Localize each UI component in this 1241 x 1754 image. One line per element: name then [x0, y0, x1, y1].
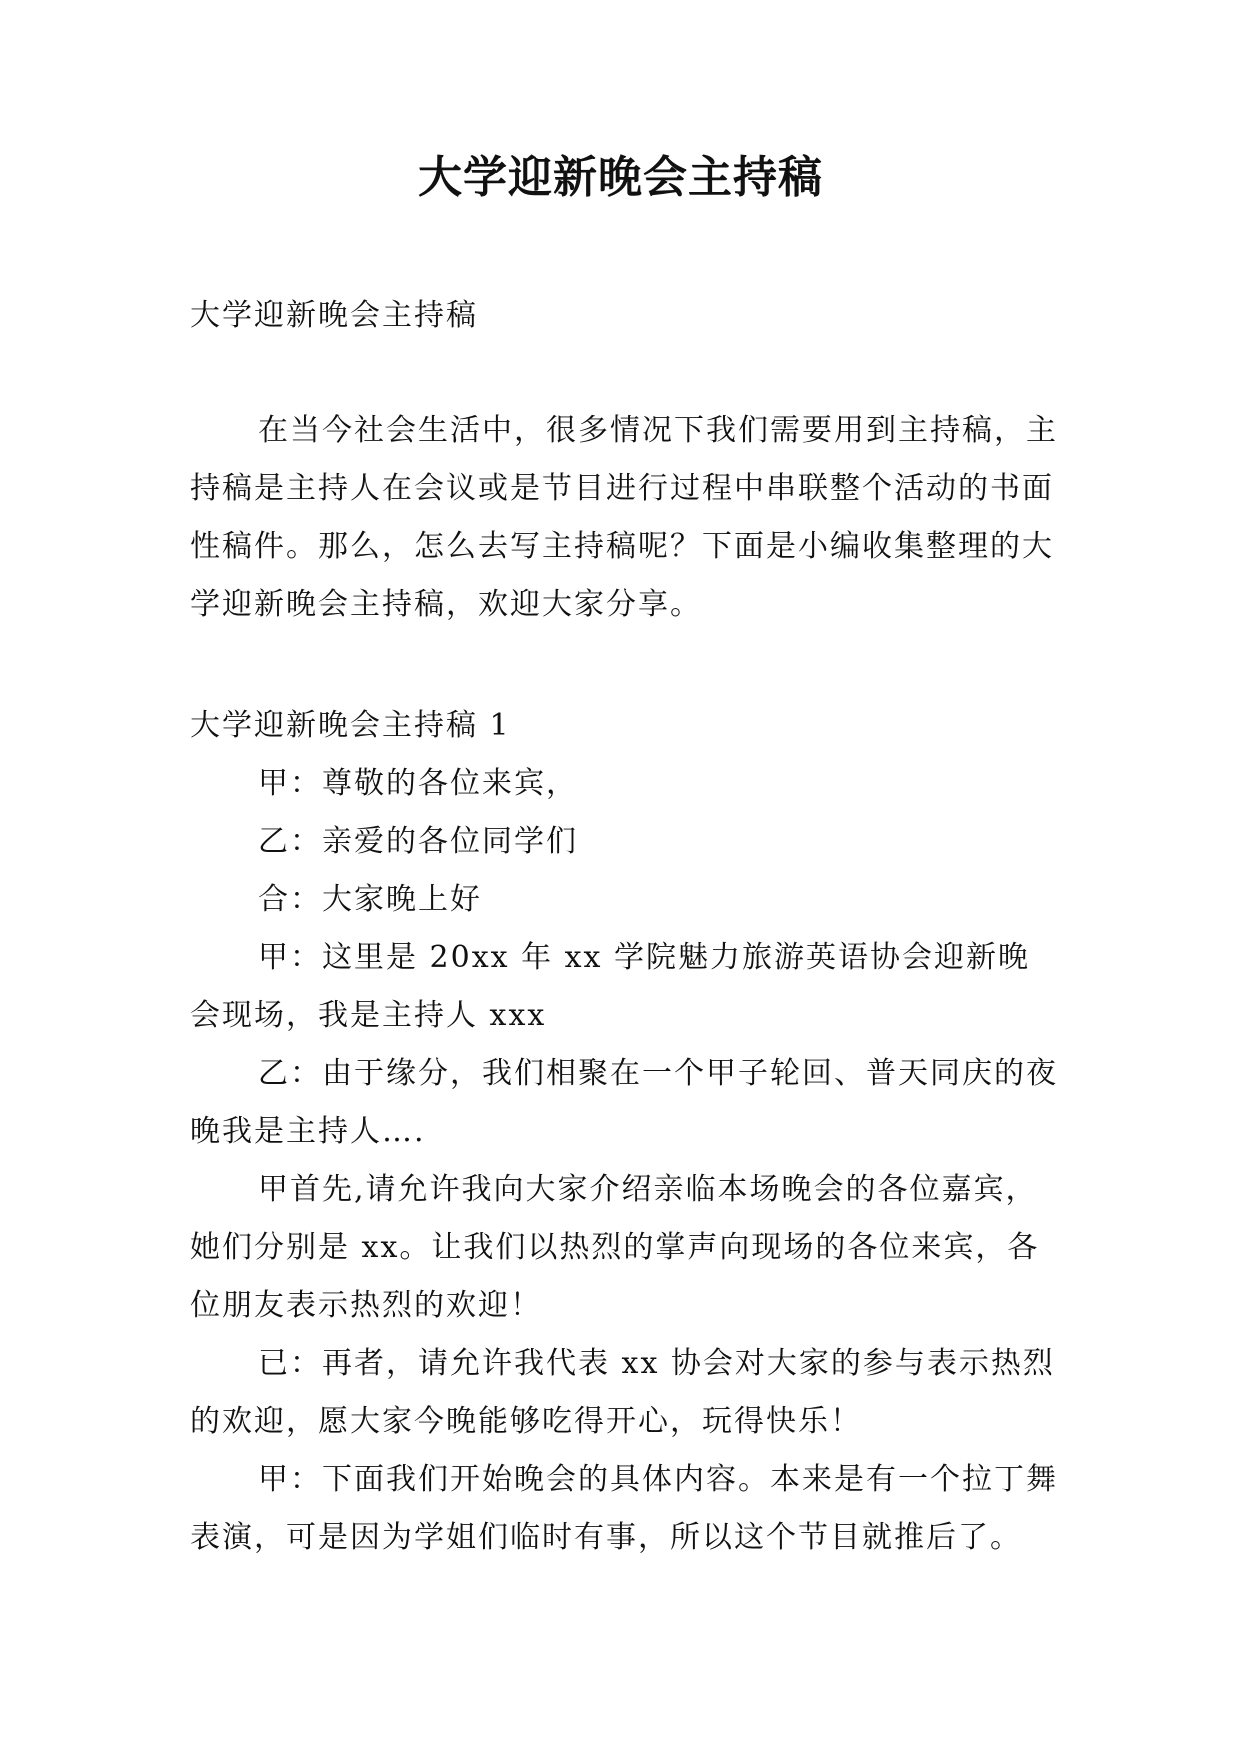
section-heading: 大学迎新晚会主持稿 1	[190, 708, 511, 743]
dialogue-line: 乙：亲爱的各位同学们	[258, 824, 578, 859]
intro-paragraph: 在当今社会生活中，很多情况下我们需要用到主持稿，主持稿是主持人在会议或是节目进行过程中串联整个活动的书面性稿件。那么，怎么去写主持稿呢？下面是小编收集整理的大学迎新晚会主持稿，欢迎大家分享。	[190, 413, 1058, 622]
dialogue-line: 甲首先,请允许我向大家介绍亲临本场晚会的各位嘉宾，她们分别是 xx。让我们以热烈的掌声向现场的各位来宾，各位朋友表示热烈的欢迎！	[190, 1172, 1040, 1323]
dialogue-line: 甲：下面我们开始晚会的具体内容。本来是有一个拉丁舞表演，可是因为学姐们临时有事，所以这个节目就推后了。	[190, 1462, 1058, 1555]
document-title: 大学迎新晚会主持稿	[418, 152, 823, 203]
dialogue-line: 已：再者，请允许我代表 xx 协会对大家的参与表示热烈的欢迎，愿大家今晚能够吃得开心，玩得快乐！	[190, 1346, 1055, 1439]
dialogue-line: 合：大家晚上好	[258, 882, 482, 917]
dialogue-line: 甲：尊敬的各位来宾，	[258, 766, 578, 801]
document-subtitle: 大学迎新晚会主持稿	[190, 298, 478, 333]
dialogue-line: 乙：由于缘分，我们相聚在一个甲子轮回、普天同庆的夜晚我是主持人….	[190, 1056, 1058, 1149]
dialogue-lines	[190, 755, 1060, 1567]
dialogue-line: 甲：这里是 20xx 年 xx 学院魅力旅游英语协会迎新晚会现场，我是主持人 xxx	[190, 940, 1030, 1033]
